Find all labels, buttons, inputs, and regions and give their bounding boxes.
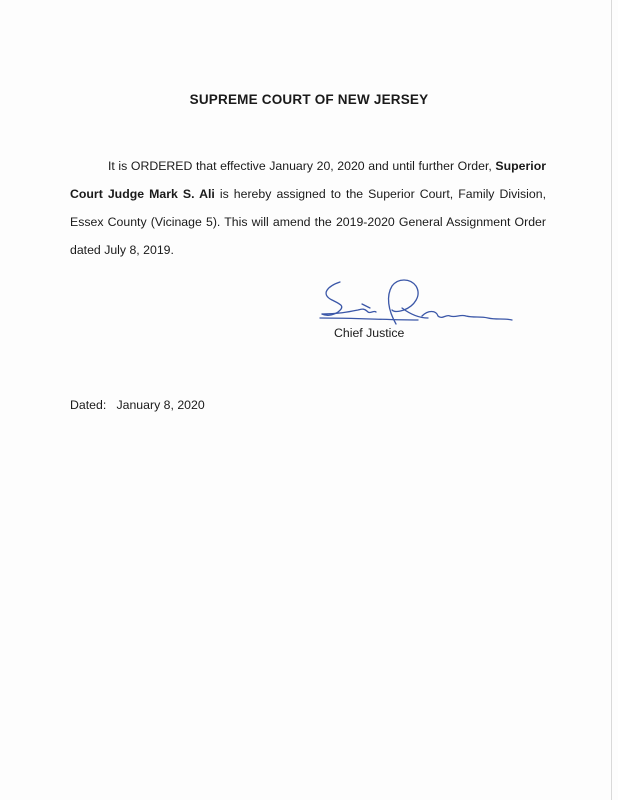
dated-line [70,398,205,412]
scan-edge-line [611,0,612,800]
signature-stroke [322,309,376,314]
dated-label: Dated: [70,398,107,412]
signature-stroke [422,312,512,321]
order-text-part-1: It is ORDERED that effective January 20, 2020 and until further Order, [108,159,496,173]
signature-stroke [389,280,419,324]
order-text-part-2: is hereby assigned to the Superior Court, Family Division, Essex County (Vicinage 5). This will amend the 2019-2020 General Assignment Order dated July 8, 2019. [70,187,546,257]
signature-caption: Chief Justice [334,326,405,340]
chief-justice-signature [318,274,518,334]
judge-name-bold: Superior Court Judge Mark S. Ali [70,159,546,201]
order-paragraph [70,152,546,264]
signature-stroke [322,282,342,315]
dated-value: January 8, 2020 [116,398,205,412]
document-title: SUPREME COURT OF NEW JERSEY [189,92,429,107]
signature-stroke [362,304,370,308]
signature-stroke [320,318,418,320]
